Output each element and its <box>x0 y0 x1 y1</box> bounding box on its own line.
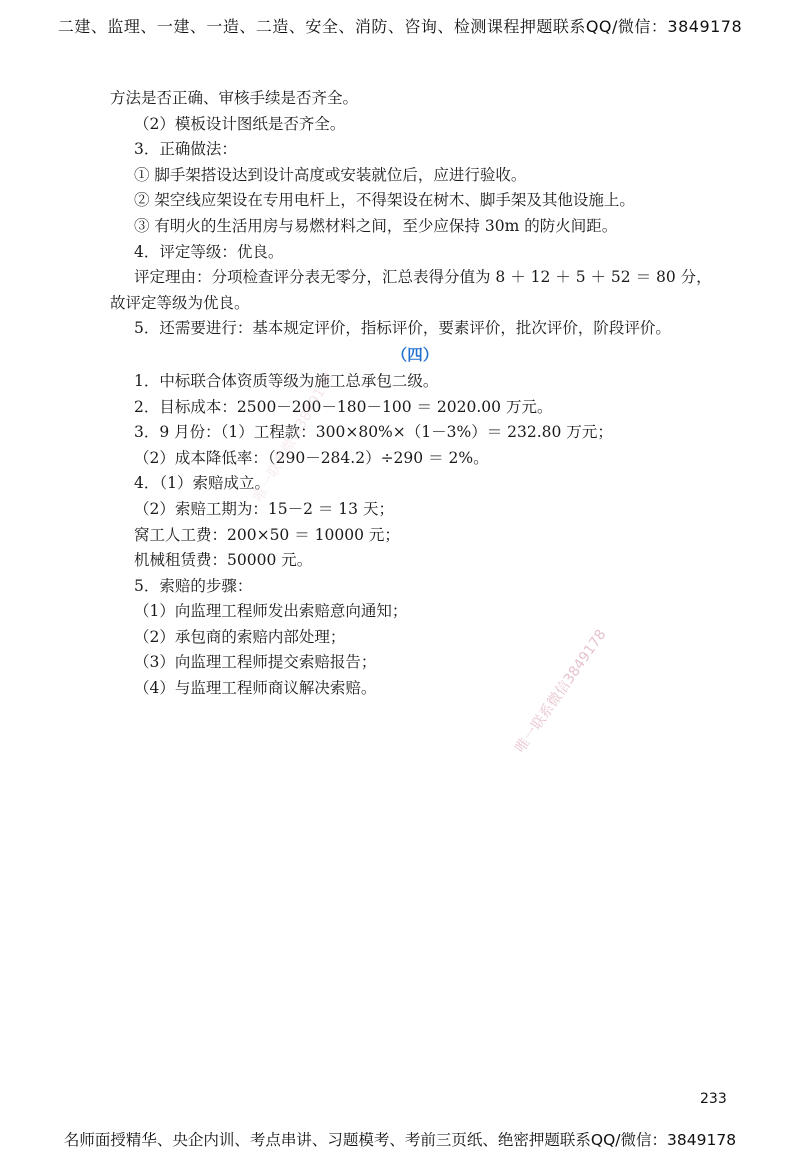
footer-banner: 名师面授精华、央企内训、考点串讲、习题模考、考前三页纸、绝密押题联系QQ/微信：3849178 <box>63 1131 737 1149</box>
text-line: （2）索赔工期为：15－2 ＝ 13 天； <box>134 499 394 518</box>
text-line: 1．中标联合体资质等级为施工总承包二级。 <box>134 371 439 390</box>
text-line: 3．正确做法： <box>134 140 237 159</box>
text-line: 窝工人工费：200×50 ＝ 10000 元； <box>134 525 400 544</box>
text-line: 3．9 月份：（1）工程款：300×80%×（1－3%）＝ 232.80 万元； <box>134 423 613 442</box>
text-line: 5．还需要进行：基本规定评价，指标评价，要素评价，批次评价，阶段评价。 <box>134 319 671 338</box>
text-line: ③ 有明火的生活用房与易燃材料之间，至少应保持 30m 的防火间距。 <box>134 216 618 235</box>
text-line: 4．评定等级：优良。 <box>134 242 284 261</box>
text-line: （1）向监理工程师发出索赔意向通知； <box>134 602 408 621</box>
text-line: （2）成本降低率：（290－284.2）÷290 ＝ 2%。 <box>134 448 489 467</box>
text-line: ② 架空线应架设在专用电杆上，不得架设在树木、脚手架及其他设施上。 <box>134 191 635 210</box>
text-line: ① 脚手架搭设达到设计高度或安装就位后，应进行验收。 <box>134 165 527 184</box>
text-line: 方法是否正确、审核手续是否齐全。 <box>110 89 359 107</box>
section-heading: （四） <box>391 345 439 364</box>
watermark: 唯一联系微信3849178 <box>512 626 610 756</box>
page-content <box>110 86 720 702</box>
watermark-faint: 唯一联系微信3849178 <box>250 369 338 505</box>
text-line: 评定理由：分项检查评分表无零分，汇总表得分值为 8 ＋ 12 ＋ 5 ＋ 52 ＝ 80 分， <box>134 268 712 287</box>
text-line: （2）模板设计图纸是否齐全。 <box>134 114 346 133</box>
text-line: 故评定等级为优良。 <box>110 293 250 312</box>
page-number: 233 <box>700 1091 727 1107</box>
text-line: （4）与监理工程师商议解决索赔。 <box>134 679 377 698</box>
header-banner: 二建、监理、一建、一造、二造、安全、消防、咨询、检测课程押题联系QQ/微信：3849178 <box>57 17 743 36</box>
text-line: 2．目标成本：2500－200－180－100 ＝ 2020.00 万元。 <box>134 397 553 416</box>
text-line: （2）承包商的索赔内部处理； <box>134 627 346 646</box>
text-line: 4．（1）索赔成立。 <box>134 474 270 493</box>
text-line: 5．索赔的步骤： <box>134 576 253 595</box>
text-line: （3）向监理工程师提交索赔报告； <box>134 653 377 672</box>
text-line: 机械租赁费：50000 元。 <box>134 551 313 570</box>
